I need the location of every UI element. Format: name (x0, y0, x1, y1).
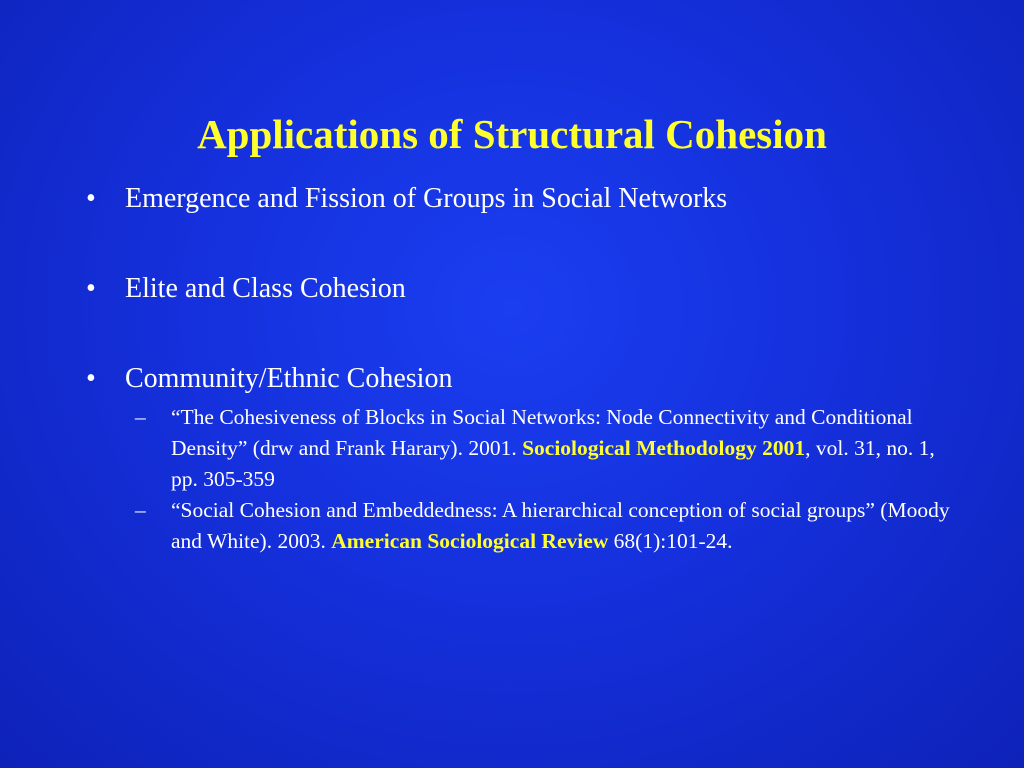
bullet-list (84, 176, 954, 557)
bullet-text: Emergence and Fission of Groups in Social Networks (125, 183, 728, 214)
bullet-text: Community/Ethnic Cohesion (125, 363, 453, 394)
bullet-marker: • (86, 363, 96, 394)
bullet-marker: • (86, 183, 96, 214)
reference-item (125, 402, 951, 495)
slide-title: Applications of Structural Cohesion (197, 111, 827, 157)
bullet-marker: • (86, 273, 96, 304)
bullet-text: Elite and Class Cohesion (125, 273, 406, 304)
bullet-item (84, 356, 954, 557)
publication-name: Sociological Methodology 2001 (522, 436, 806, 460)
reference-list (125, 402, 954, 557)
reference-text: “The Cohesiveness of Blocks in Social Networks: Node Connectivity and Conditional Density” (drw and Frank Harary). 2001. (171, 405, 913, 460)
dash-marker: – (135, 405, 146, 429)
dash-marker: – (135, 498, 146, 522)
bullet-item (84, 176, 954, 222)
reference-item (125, 495, 951, 557)
reference-details: , vol. 31, no. 1, pp. 305-359 (171, 436, 935, 491)
reference-text: “Social Cohesion and Embeddedness: A hierarchical conception of social groups” (Moody and White). 2003. (171, 498, 950, 553)
reference-details: 68(1):101-24. (608, 529, 733, 553)
publication-name: American Sociological Review (331, 529, 609, 553)
bullet-item (84, 266, 954, 312)
